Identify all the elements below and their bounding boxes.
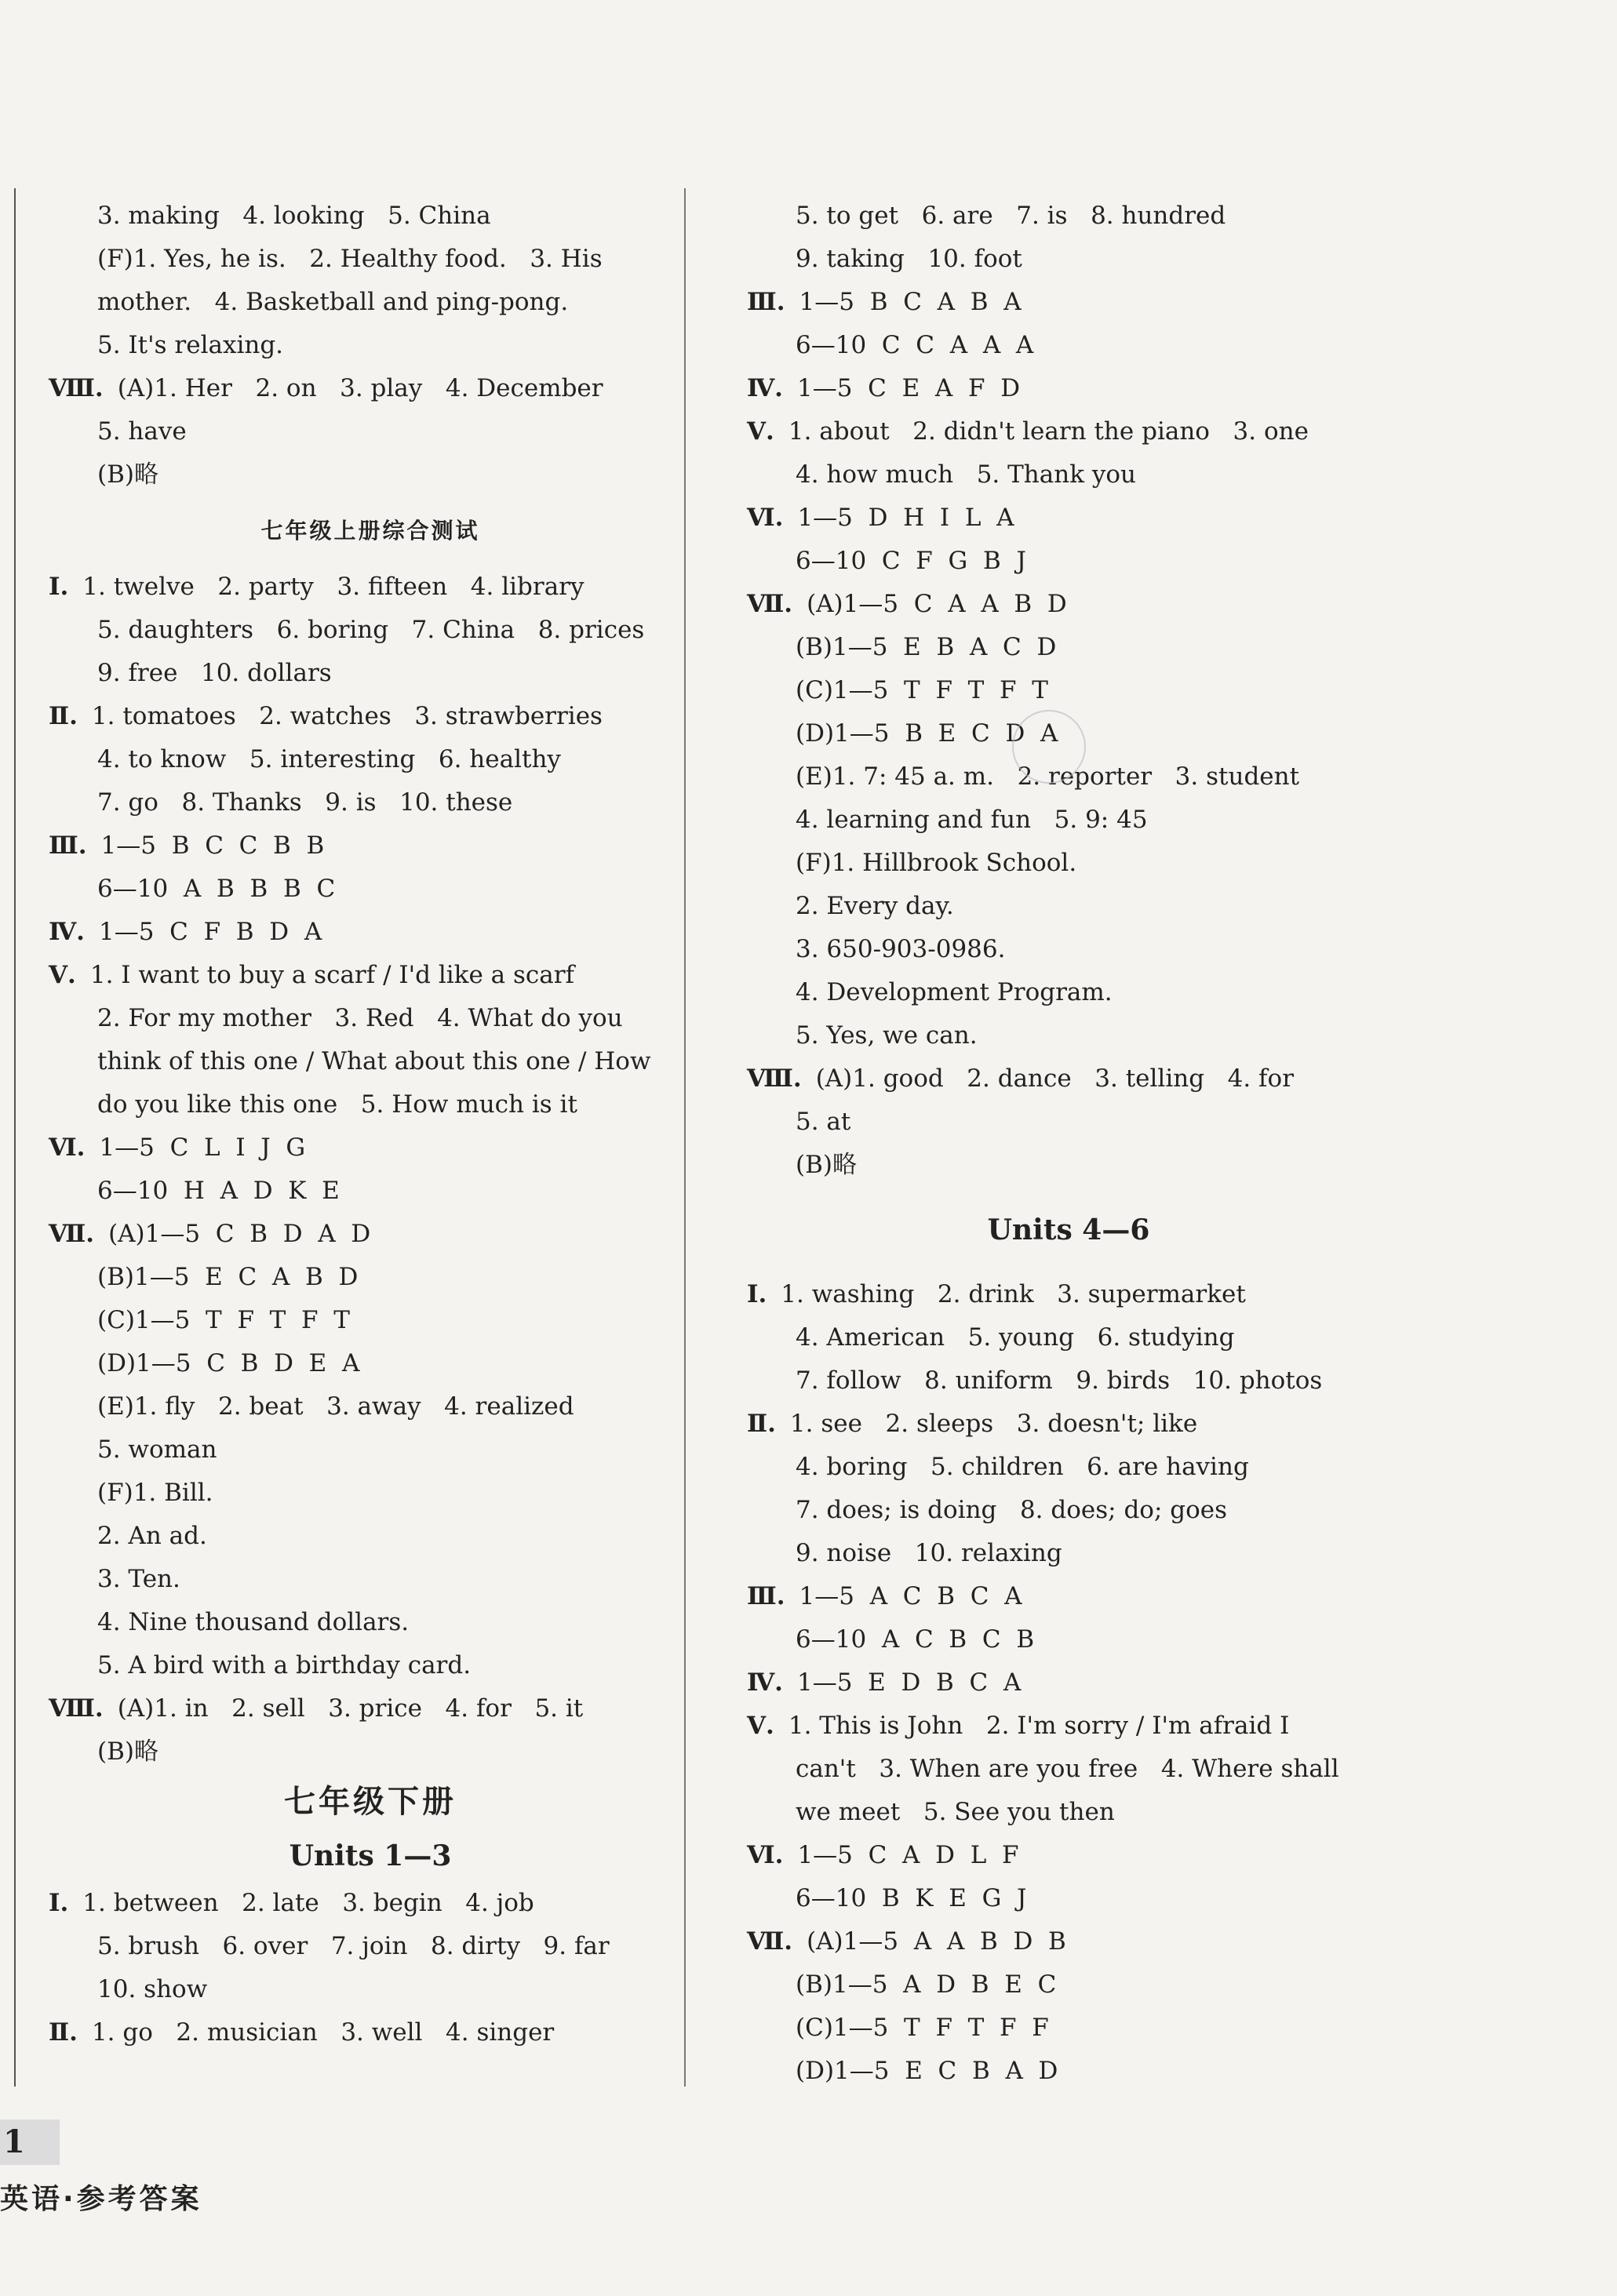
roman-numeral: Ⅷ. [49, 1694, 104, 1723]
answer-text: (C)1—5 T F T F T [796, 676, 1048, 704]
roman-numeral: Ⅰ. [49, 1889, 69, 1917]
answer-line [747, 497, 1390, 540]
answer-text: 1. between 2. late 3. begin 4. job [82, 1889, 534, 1917]
answer-text: (E)1. 7: 45 a. m. 2. reporter 3. student [796, 762, 1300, 791]
answer-text: 5. daughters 6. boring 7. China 8. prices [97, 616, 645, 644]
answer-line [747, 1791, 1390, 1834]
answer-text: 7. follow 8. uniform 9. birds 10. photos [796, 1366, 1323, 1395]
answer-text: 1—5 D H I L A [797, 504, 1014, 532]
answer-line [747, 324, 1390, 367]
answer-text: 9. taking 10. foot [796, 245, 1022, 273]
roman-numeral: Ⅱ. [49, 702, 78, 730]
roman-numeral: Ⅳ. [747, 1668, 783, 1697]
answer-text: 10. show [97, 1975, 208, 2003]
answer-text: (F)1. Hillbrook School. [796, 849, 1077, 877]
answer-text: 2. For my mother 3. Red 4. What do you [97, 1004, 623, 1032]
answer-line [49, 911, 692, 954]
answer-text: (D)1—5 B E C D A [796, 719, 1058, 748]
answer-text: 1. tomatoes 2. watches 3. strawberries [91, 702, 603, 730]
answer-line [747, 453, 1390, 497]
answer-text: 1—5 C F B D A [98, 918, 322, 946]
footer-title: 英语·参考答案 [0, 2183, 202, 2215]
answer-text: 5. A bird with a birthday card. [97, 1651, 472, 1679]
units-heading: Units 4—6 [987, 1213, 1150, 1246]
answer-line [49, 1083, 692, 1126]
answer-text: 9. free 10. dollars [97, 659, 332, 687]
roman-numeral: Ⅵ. [747, 504, 784, 532]
answer-line [49, 652, 692, 695]
answer-line [747, 626, 1390, 669]
answer-line [49, 1687, 692, 1730]
answer-text: 1. see 2. sleeps 3. doesn't; like [789, 1410, 1198, 1438]
answer-line [49, 1925, 692, 1968]
answer-line [747, 367, 1390, 410]
answer-line [747, 1834, 1390, 1877]
answer-text: 5. to get 6. are 7. is 8. hundred [796, 202, 1226, 230]
answer-line [747, 1920, 1390, 1963]
answer-text: 1—5 A C B C A [799, 1582, 1022, 1610]
answer-text: 2. Every day. [796, 892, 954, 920]
answer-text: do you like this one 5. How much is it [97, 1090, 577, 1119]
roman-numeral: Ⅲ. [747, 1582, 785, 1610]
answer-text: (A)1. good 2. dance 3. telling 4. for [815, 1064, 1295, 1093]
answer-text: (B)略 [97, 1737, 158, 1766]
answer-text: 4. how much 5. Thank you [796, 460, 1136, 489]
roman-numeral: Ⅱ. [49, 2018, 78, 2047]
answer-line [49, 1601, 692, 1644]
answer-line [747, 1273, 1390, 1316]
answer-line [49, 695, 692, 738]
answer-text: 4. learning and fun 5. 9: 45 [796, 806, 1148, 834]
answer-text: 6—10 H A D K E [97, 1177, 340, 1205]
roman-numeral: Ⅱ. [747, 1410, 776, 1438]
answer-text: think of this one / What about this one / How [97, 1047, 651, 1075]
roman-numeral: Ⅶ. [747, 590, 793, 618]
answer-text: 1. go 2. musician 3. well 4. singer [91, 2018, 555, 2047]
answer-text: 4. to know 5. interesting 6. healthy [97, 745, 561, 773]
answer-line [49, 1644, 692, 1687]
answer-line [747, 1963, 1390, 2007]
answer-text: (B)1—5 E C A B D [97, 1263, 359, 1291]
answer-line [747, 1144, 1390, 1187]
answer-line [49, 781, 692, 824]
answer-text: 5. at [796, 1108, 851, 1136]
answer-text: mother. 4. Basketball and ping-pong. [97, 288, 569, 316]
answer-line [49, 1428, 692, 1472]
answer-line [747, 842, 1390, 885]
answer-text: 5. woman [97, 1435, 217, 1464]
answer-text: 5. Yes, we can. [796, 1021, 978, 1050]
answer-line [747, 1661, 1390, 1705]
roman-numeral: Ⅲ. [49, 831, 87, 860]
answer-line [747, 410, 1390, 453]
answer-text: 6—10 A C B C B [796, 1625, 1035, 1654]
roman-numeral: Ⅴ. [747, 417, 774, 446]
roman-numeral: Ⅷ. [49, 374, 104, 402]
roman-numeral: Ⅵ. [747, 1841, 784, 1869]
answer-line [747, 1618, 1390, 1661]
roman-numeral: Ⅰ. [49, 573, 69, 601]
answer-text: 1—5 C L I J G [99, 1133, 306, 1162]
answer-text: 1. twelve 2. party 3. fifteen 4. library [82, 573, 585, 601]
answer-line [49, 1342, 692, 1385]
roman-numeral: Ⅶ. [49, 1220, 95, 1248]
answer-line [747, 1057, 1390, 1101]
answer-text: 6—10 B K E G J [796, 1884, 1027, 1912]
answer-line [747, 1705, 1390, 1748]
answer-line [49, 1213, 692, 1256]
answer-text: (D)1—5 C B D E A [97, 1349, 360, 1377]
answer-text: (B)1—5 E B A C D [796, 633, 1057, 661]
book-heading: 七年级下册 [284, 1784, 457, 1820]
answer-text: 6—10 C C A A A [796, 331, 1034, 359]
answer-text: 1—5 B C C B B [100, 831, 325, 860]
answer-line [49, 738, 692, 781]
answer-line [747, 2007, 1390, 2050]
answer-text: (B)略 [796, 1151, 857, 1179]
answer-line [747, 281, 1390, 324]
answer-text: 9. noise 10. relaxing [796, 1539, 1062, 1567]
watermark-stamp [1012, 710, 1086, 784]
answer-line [49, 1968, 692, 2011]
answer-line [49, 1299, 692, 1342]
answer-text: 6—10 A B B B C [97, 875, 336, 903]
answer-line [49, 1040, 692, 1083]
answer-line [747, 540, 1390, 583]
answer-text: 1. about 2. didn't learn the piano 3. one [788, 417, 1309, 446]
answer-line [49, 1170, 692, 1213]
answer-line [49, 1385, 692, 1428]
answer-text: (D)1—5 E C B A D [796, 2057, 1058, 2085]
answer-text: 2. An ad. [97, 1522, 207, 1550]
roman-numeral: Ⅳ. [49, 918, 85, 946]
roman-numeral: Ⅵ. [49, 1133, 86, 1162]
answer-line [747, 928, 1390, 971]
answer-text: (F)1. Yes, he is. 2. Healthy food. 3. His [97, 245, 603, 273]
answer-text: (A)1. Her 2. on 3. play 4. December [117, 374, 603, 402]
answer-text: (B)1—5 A D B E C [796, 1970, 1057, 1999]
answer-text: 7. does; is doing 8. does; do; goes [796, 1496, 1228, 1524]
answer-line [747, 1877, 1390, 1920]
answer-text: 6—10 C F G B J [796, 547, 1026, 575]
answer-text: 1. washing 2. drink 3. supermarket [781, 1280, 1246, 1308]
answer-text: 5. It's relaxing. [97, 331, 284, 359]
answer-line [49, 410, 692, 453]
answer-text: (C)1—5 T F T F F [796, 2014, 1049, 2042]
answer-text: (B)略 [97, 460, 158, 489]
answer-text: 4. American 5. young 6. studying [796, 1323, 1235, 1352]
roman-numeral: Ⅴ. [747, 1712, 774, 1740]
answer-text: 4. Nine thousand dollars. [97, 1608, 410, 1636]
answer-line [49, 324, 692, 367]
answer-line [49, 1515, 692, 1558]
answer-line [49, 1256, 692, 1299]
answer-line [747, 1316, 1390, 1359]
answer-text: (C)1—5 T F T F T [97, 1306, 350, 1334]
answer-line [49, 1126, 692, 1170]
answer-text: 1—5 B C A B A [799, 288, 1022, 316]
answer-line [49, 1558, 692, 1601]
roman-numeral: Ⅲ. [747, 288, 785, 316]
answer-line [747, 2050, 1390, 2093]
roman-numeral: Ⅶ. [747, 1927, 793, 1956]
answer-text: 1—5 C A D L F [797, 1841, 1019, 1869]
answer-line [747, 885, 1390, 928]
answer-text: 5. brush 6. over 7. join 8. dirty 9. far [97, 1932, 610, 1960]
page-edge-line [14, 188, 16, 2087]
answer-text: can't 3. When are you free 4. Where shall [796, 1755, 1339, 1783]
answer-line [49, 954, 692, 997]
roman-numeral: Ⅰ. [747, 1280, 767, 1308]
answer-text: 4. boring 5. children 6. are having [796, 1453, 1249, 1481]
answer-text: 1. This is John 2. I'm sorry / I'm afraid I [788, 1712, 1290, 1740]
answer-text: 1. I want to buy a scarf / I'd like a scarf [89, 961, 575, 989]
roman-numeral: Ⅴ. [49, 961, 76, 989]
answer-text: 1—5 E D B C A [796, 1668, 1022, 1697]
answer-block [49, 566, 692, 1774]
answer-line [49, 1730, 692, 1774]
answer-text: (A)1—5 A A B D B [807, 1927, 1066, 1956]
answer-line [747, 238, 1390, 281]
answer-line [49, 824, 692, 868]
answer-text: (F)1. Bill. [97, 1479, 213, 1507]
answer-text: 1—5 C E A F D [796, 374, 1021, 402]
answer-line [747, 1489, 1390, 1532]
answer-text: (A)1—5 C B D A D [108, 1220, 371, 1248]
section-heading-review: 七年级上册综合测试 [260, 518, 480, 544]
answer-line [49, 238, 692, 281]
right-column [747, 195, 1390, 2093]
answer-line [747, 1532, 1390, 1575]
page-number: 1 [0, 2120, 60, 2165]
answer-block [49, 195, 692, 497]
answer-line [747, 799, 1390, 842]
answer-line [747, 195, 1390, 238]
answer-line [747, 583, 1390, 626]
answer-line [747, 971, 1390, 1014]
answer-line [747, 1014, 1390, 1057]
answer-text: 3. 650-903-0986. [796, 935, 1006, 963]
answer-text: 3. Ten. [97, 1565, 180, 1593]
answer-text: (E)1. fly 2. beat 3. away 4. realized [97, 1392, 574, 1421]
answer-line [49, 566, 692, 609]
answer-line [49, 453, 692, 497]
answer-text: 3. making 4. looking 5. China [97, 202, 491, 230]
units-heading: Units 1—3 [289, 1839, 452, 1872]
answer-line [747, 1748, 1390, 1791]
left-column [49, 195, 692, 2054]
answer-text: 4. Development Program. [796, 978, 1113, 1006]
answer-line [49, 195, 692, 238]
answer-line [49, 367, 692, 410]
answer-line [747, 1446, 1390, 1489]
answer-text: 5. have [97, 417, 187, 446]
answer-line [49, 281, 692, 324]
answer-line [747, 1359, 1390, 1403]
answer-line [49, 1472, 692, 1515]
answer-line [49, 2011, 692, 2054]
answer-block [49, 1882, 692, 2054]
answer-line [49, 1882, 692, 1925]
answer-line [49, 609, 692, 652]
answer-line [747, 1101, 1390, 1144]
answer-text: (A)1—5 C A A B D [807, 590, 1067, 618]
answer-text: (A)1. in 2. sell 3. price 4. for 5. it [117, 1694, 584, 1723]
answer-block [747, 195, 1390, 1187]
answer-line [747, 1403, 1390, 1446]
answer-line [49, 997, 692, 1040]
answer-line [747, 1575, 1390, 1618]
answer-line [49, 868, 692, 911]
answer-text: we meet 5. See you then [796, 1798, 1115, 1826]
answer-text: 7. go 8. Thanks 9. is 10. these [97, 788, 513, 817]
answer-block [747, 1273, 1390, 2093]
roman-numeral: Ⅳ. [747, 374, 783, 402]
answer-line [747, 669, 1390, 712]
roman-numeral: Ⅷ. [747, 1064, 802, 1093]
